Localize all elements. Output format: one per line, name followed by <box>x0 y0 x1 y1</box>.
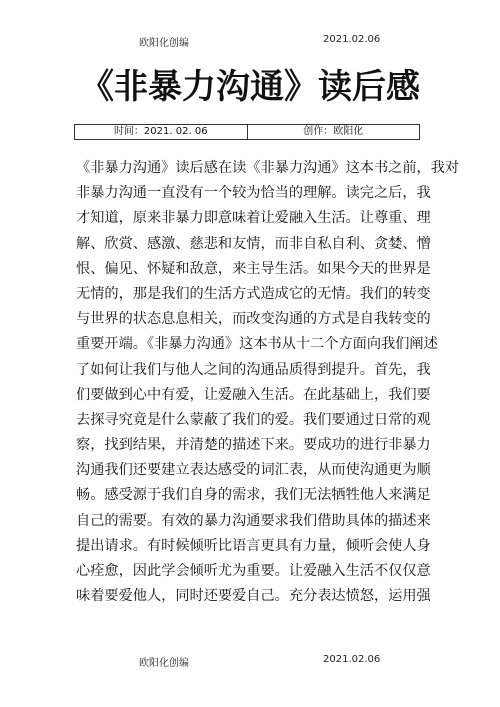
body-line: 解、欣赏、感激、慈悲和友情，而非自私自利、贪婪、憎 <box>76 235 431 252</box>
body-line: 与世界的状态息息相关，而改变沟通的方式是自我转变的 <box>76 311 431 328</box>
meta-creator: 创作：欧阳化 <box>303 126 364 137</box>
body-line: 味着要爱他人，同时还要爱自己。充分表达愤怒，运用强 <box>76 588 431 605</box>
body-line: 畅。感受源于我们自身的需求，我们无法牺牲他人来满足 <box>76 487 431 504</box>
meta-time: 时间：2021. 02. 06 <box>75 125 248 139</box>
footer-date: 2021.02.06 <box>323 654 381 665</box>
body-text <box>76 156 460 609</box>
footer-author: 欧阳化创编 <box>139 658 189 669</box>
body-line: 才知道，原来非暴力即意味着让爱融入生活。让尊重、理 <box>76 210 431 227</box>
body-line: 重要开端。《非暴力沟通》这本书从十二个方面向我们阐述 <box>76 336 438 353</box>
body-line: 自己的需要。有效的暴力沟通要求我们借助具体的描述来 <box>76 512 431 529</box>
body-line: 们要做到心中有爱，让爱融入生活。在此基础上，我们要 <box>76 386 431 403</box>
body-line: 非暴力沟通一直没有一个较为恰当的理解。读完之后，我 <box>76 185 431 202</box>
header-author: 欧阳化创编 <box>139 38 189 49</box>
body-line: 《非暴力沟通》读后感在读《非暴力沟通》这本书之前，我对 <box>76 160 460 176</box>
body-line: 去探寻究竟是什么蒙蔽了我们的爱。我们要通过日常的观 <box>76 411 431 428</box>
body-line: 恨、偏见、怀疑和敌意，来主导生活。如果今天的世界是 <box>76 260 431 277</box>
body-line: 沟通我们还要建立表达感受的词汇表，从而使沟通更为顺 <box>76 462 431 479</box>
body-line: 了如何让我们与他人之间的沟通品质得到提升。首先，我 <box>76 361 431 378</box>
running-header <box>0 34 500 52</box>
body-line: 无情的，那是我们的生活方式造成它的无情。我们的转变 <box>76 285 431 302</box>
running-footer <box>0 654 500 672</box>
body-line: 察，找到结果，并清楚的描述下来。要成功的进行非暴力 <box>76 437 431 454</box>
body-line: 提出请求。有时候倾听比语言更具有力量，倾听会使人身 <box>76 537 431 554</box>
meta-bar <box>74 124 420 140</box>
body-line: 心痊愈，因此学会倾听尤为重要。让爱融入生活不仅仅意 <box>76 563 431 579</box>
document-title: 《非暴力沟通》读后感 <box>80 67 420 107</box>
header-date: 2021.02.06 <box>323 34 381 45</box>
